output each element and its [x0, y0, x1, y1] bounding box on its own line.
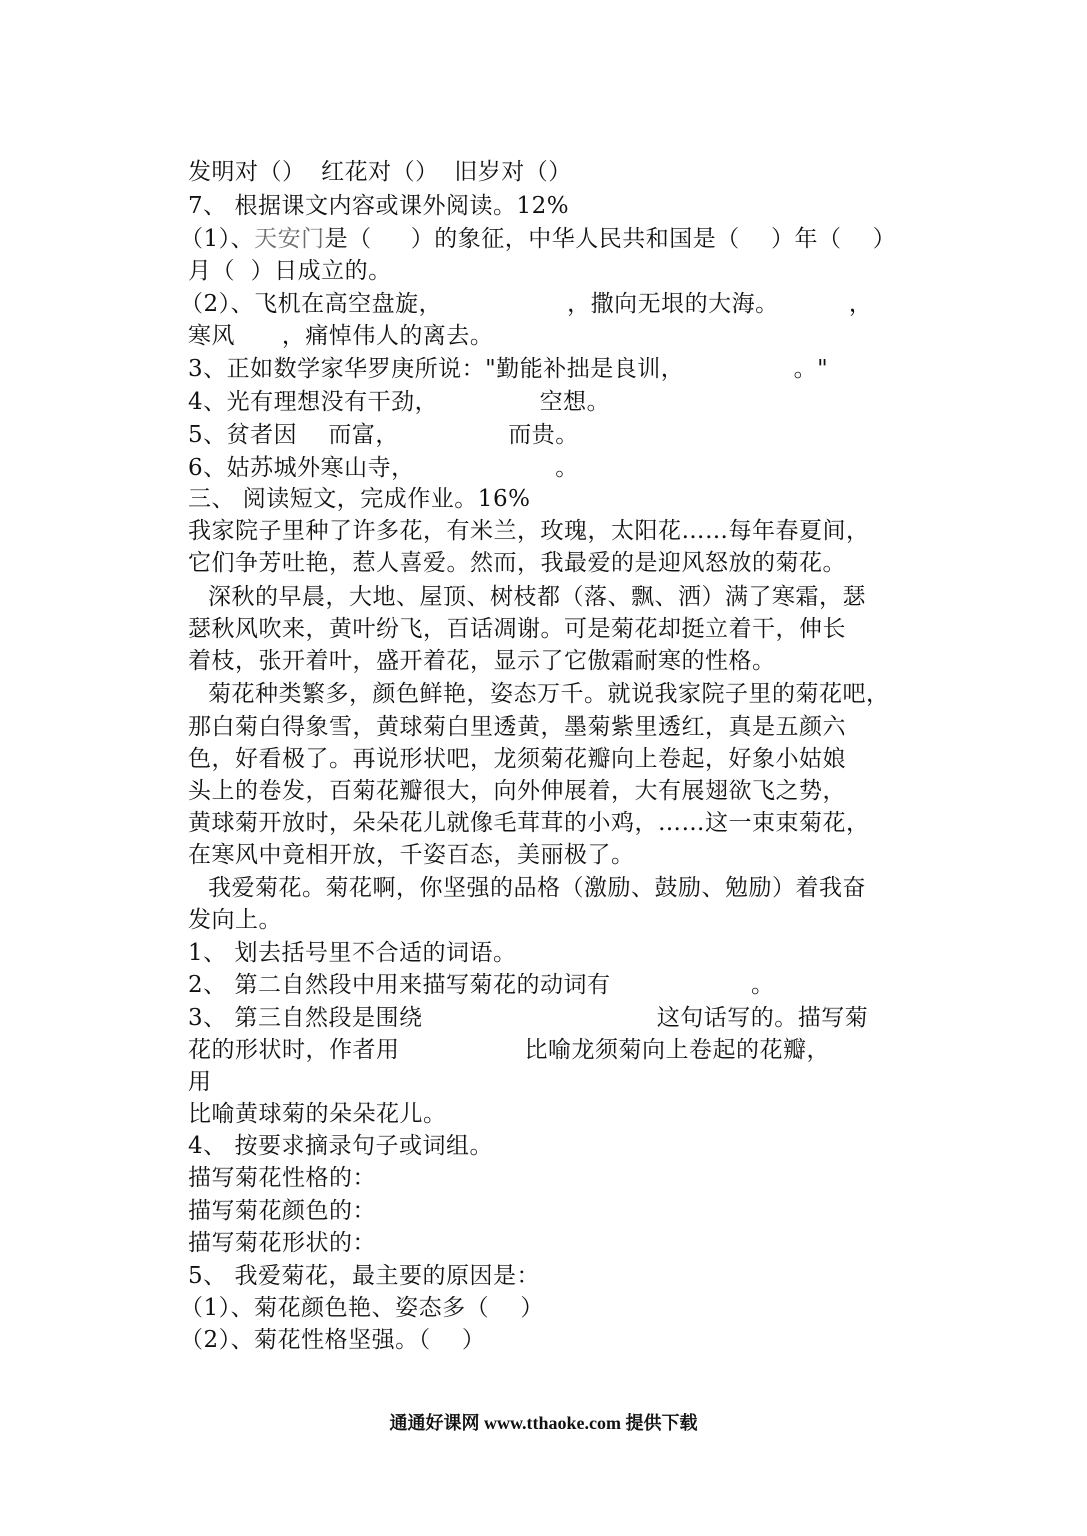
- reading-question-1: 1、 划去括号里不合适的词语。: [188, 940, 517, 966]
- passage-line: 头上的卷发，百菊花瓣很大，向外伸展着，大有展翅欲飞之势，: [188, 778, 846, 804]
- question-7-1-text: 是（ ）的象征，中华人民共和国是（ ）年（ ）: [324, 226, 897, 252]
- tiananmen-link[interactable]: 天安门: [254, 226, 325, 252]
- passage-line: 深秋的早晨，大地、屋顶、树枝都（落、飘、洒）满了寒霜，瑟: [208, 584, 866, 610]
- section-3-heading: 三、 阅读短文，完成作业。16%: [188, 486, 531, 512]
- reading-question-3: 3、 第三自然段是围绕 这句话写的。描写菊: [188, 1005, 869, 1031]
- reading-question-5: 5、 我爱菊花，最主要的原因是：: [188, 1263, 540, 1289]
- option-1: （1）、菊花颜色艳、姿态多（ ）: [180, 1295, 544, 1321]
- question-7-1-cont: 月（ ）日成立的。: [188, 258, 392, 284]
- passage-line: 着枝，张开着叶，盛开着花，显示了它傲霜耐寒的性格。: [188, 648, 776, 674]
- quote-question-6: 6、姑苏城外寒山寺， 。: [188, 455, 579, 481]
- excerpt-color-line: 描写菊花颜色的：: [188, 1198, 376, 1224]
- reading-question-3-cont: 花的形状时，作者用 比喻龙须菊向上卷起的花瓣，: [188, 1037, 830, 1063]
- quote-question-4: 4、光有理想没有干劲， 空想。: [188, 389, 611, 415]
- reading-question-3-cont: 比喻黄球菊的朵朵花儿。: [188, 1101, 447, 1127]
- quote-question-3: 3、正如数学家华罗庚所说："勤能补拙是良训， 。": [188, 356, 829, 382]
- reading-question-4: 4、 按要求摘录句子或词组。: [188, 1133, 493, 1159]
- excerpt-shape-line: 描写菊花形状的：: [188, 1230, 376, 1256]
- option-2: （2）、菊花性格坚强。（ ）: [180, 1327, 486, 1353]
- passage-line: 在寒风中竟相开放，千姿百态，美丽极了。: [188, 842, 635, 868]
- page-footer: 通通好课网 www.tthaoke.com 提供下载: [389, 1413, 698, 1433]
- question-7-1-line: [180, 223, 896, 255]
- passage-line: 它们争芳吐艳，惹人喜爱。然而，我最爱的是迎风怒放的菊花。: [188, 550, 846, 576]
- excerpt-character-line: 描写菊花性格的：: [188, 1165, 376, 1191]
- reading-question-3-cont: 用: [188, 1069, 212, 1095]
- antonym-pairs-line: 发明对（） 红花对（） 旧岁对（）: [188, 159, 572, 185]
- reading-question-2: 2、 第二自然段中用来描写菊花的动词有 。: [188, 972, 775, 998]
- question-7-heading: 7、 根据课文内容或课外阅读。12%: [188, 193, 570, 219]
- passage-line: 色，好看极了。再说形状吧，龙须菊花瓣向上卷起，好象小姑娘: [188, 746, 846, 772]
- quote-question-5: 5、贫者因 而富， 而贵。: [188, 422, 579, 448]
- question-7-2-cont: 寒风 ，痛悼伟人的离去。: [188, 323, 494, 349]
- passage-line: 瑟秋风吹来，黄叶纷飞，百话凋谢。可是菊花却挺立着干，伸长: [188, 616, 846, 642]
- passage-line: 黄球菊开放时，朵朵花儿就像毛茸茸的小鸡，……这一束束菊花，: [188, 810, 870, 836]
- passage-line: 发向上。: [188, 907, 282, 933]
- passage-line: 菊花种类繁多，颜色鲜艳，姿态万千。就说我家院子里的菊花吧，: [208, 681, 890, 707]
- passage-line: 那白菊白得象雪，黄球菊白里透黄，墨菊紫里透红，真是五颜六: [188, 714, 846, 740]
- passage-line: 我家院子里种了许多花，有米兰，玫瑰，太阳花……每年春夏间，: [188, 518, 870, 544]
- question-7-1-number: （1）、: [180, 226, 255, 252]
- question-7-2-line: （2）、飞机在高空盘旋， ，撒向无垠的大海。 ，: [180, 291, 873, 317]
- passage-line: 我爱菊花。菊花啊，你坚强的品格（激励、鼓励、勉励）着我奋: [208, 875, 866, 901]
